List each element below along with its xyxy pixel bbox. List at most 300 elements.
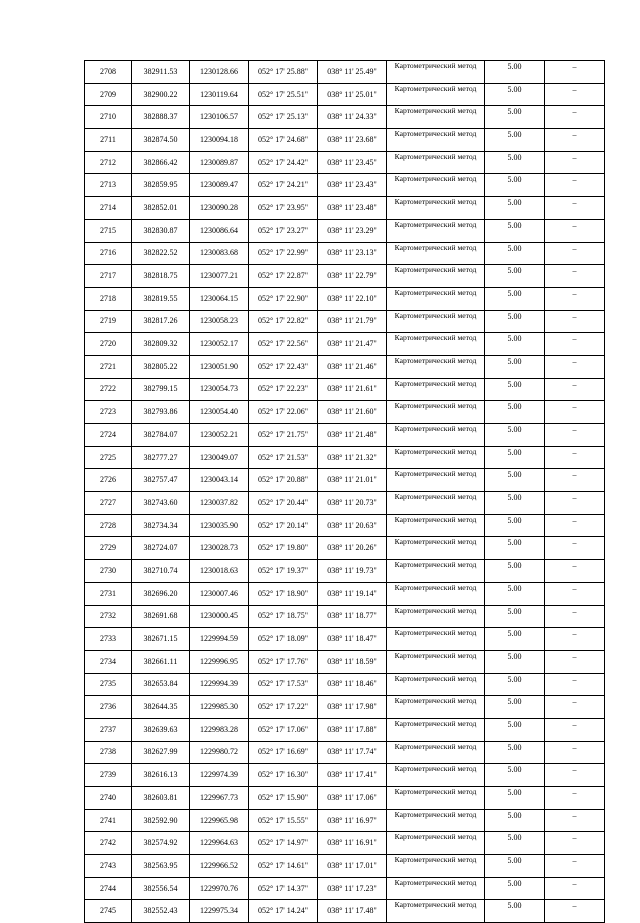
note-cell: – [545,628,605,651]
method-cell: Картометрический метод [387,219,485,242]
point-number-cell: 2732 [85,605,132,628]
method-cell: Картометрический метод [387,197,485,220]
table-row [85,605,605,628]
longitude-cell: 038° 11' 21.01" [318,469,387,492]
coord-x-cell: 382900.22 [132,83,190,106]
accuracy-cell: 5.00 [485,832,545,855]
longitude-cell: 038° 11' 22.10" [318,287,387,310]
coord-y-cell: 1230000.45 [190,605,249,628]
point-number-cell: 2709 [85,83,132,106]
latitude-cell: 052° 17' 18.09" [249,628,318,651]
coord-x-cell: 382817.26 [132,310,190,333]
point-number-cell: 2716 [85,242,132,265]
longitude-cell: 038° 11' 16.91" [318,832,387,855]
table-row [85,197,605,220]
table-row [85,696,605,719]
table-row [85,650,605,673]
note-cell: – [545,469,605,492]
point-number-cell: 2715 [85,219,132,242]
method-cell: Картометрический метод [387,514,485,537]
method-cell: Картометрический метод [387,877,485,900]
point-number-cell: 2708 [85,61,132,84]
table-row [85,809,605,832]
longitude-cell: 038° 11' 22.79" [318,265,387,288]
coord-y-cell: 1230018.63 [190,560,249,583]
method-cell: Картометрический метод [387,673,485,696]
latitude-cell: 052° 17' 24.68" [249,129,318,152]
latitude-cell: 052° 17' 15.90" [249,787,318,810]
note-cell: – [545,855,605,878]
method-cell: Картометрический метод [387,628,485,651]
accuracy-cell: 5.00 [485,514,545,537]
latitude-cell: 052° 17' 22.56" [249,333,318,356]
coord-y-cell: 1230077.21 [190,265,249,288]
table-row [85,832,605,855]
table-row [85,287,605,310]
longitude-cell: 038° 11' 20.63" [318,514,387,537]
point-number-cell: 2718 [85,287,132,310]
note-cell: – [545,764,605,787]
coord-x-cell: 382639.63 [132,718,190,741]
coord-x-cell: 382874.50 [132,129,190,152]
latitude-cell: 052° 17' 22.87" [249,265,318,288]
coord-x-cell: 382653.84 [132,673,190,696]
point-number-cell: 2717 [85,265,132,288]
coord-x-cell: 382603.81 [132,787,190,810]
coord-y-cell: 1229964.63 [190,832,249,855]
accuracy-cell: 5.00 [485,673,545,696]
coord-x-cell: 382859.95 [132,174,190,197]
note-cell: – [545,650,605,673]
accuracy-cell: 5.00 [485,605,545,628]
table-row [85,83,605,106]
coord-x-cell: 382911.53 [132,61,190,84]
table-row [85,469,605,492]
method-cell: Картометрический метод [387,287,485,310]
coord-y-cell: 1229974.39 [190,764,249,787]
note-cell: – [545,514,605,537]
coord-y-cell: 1229994.39 [190,673,249,696]
method-cell: Картометрический метод [387,560,485,583]
latitude-cell: 052° 17' 25.51" [249,83,318,106]
longitude-cell: 038° 11' 21.60" [318,401,387,424]
longitude-cell: 038° 11' 17.74" [318,741,387,764]
point-number-cell: 2712 [85,151,132,174]
latitude-cell: 052° 17' 25.13" [249,106,318,129]
method-cell: Картометрический метод [387,242,485,265]
point-number-cell: 2739 [85,764,132,787]
latitude-cell: 052° 17' 21.75" [249,424,318,447]
method-cell: Картометрический метод [387,446,485,469]
coord-y-cell: 1230083.68 [190,242,249,265]
latitude-cell: 052° 17' 17.76" [249,650,318,673]
point-number-cell: 2735 [85,673,132,696]
longitude-cell: 038° 11' 21.46" [318,355,387,378]
note-cell: – [545,310,605,333]
note-cell: – [545,61,605,84]
longitude-cell: 038° 11' 17.48" [318,900,387,923]
coord-y-cell: 1230054.73 [190,378,249,401]
point-number-cell: 2731 [85,582,132,605]
accuracy-cell: 5.00 [485,560,545,583]
method-cell: Картометрический метод [387,310,485,333]
coord-y-cell: 1230049.07 [190,446,249,469]
latitude-cell: 052° 17' 14.97" [249,832,318,855]
note-cell: – [545,424,605,447]
coord-y-cell: 1230043.14 [190,469,249,492]
accuracy-cell: 5.00 [485,61,545,84]
table-row [85,537,605,560]
longitude-cell: 038° 11' 21.48" [318,424,387,447]
method-cell: Картометрический метод [387,469,485,492]
note-cell: – [545,446,605,469]
latitude-cell: 052° 17' 21.53" [249,446,318,469]
note-cell: – [545,605,605,628]
coord-y-cell: 1230028.73 [190,537,249,560]
coord-y-cell: 1230086.64 [190,219,249,242]
note-cell: – [545,265,605,288]
point-number-cell: 2721 [85,355,132,378]
coord-y-cell: 1230094.18 [190,129,249,152]
longitude-cell: 038° 11' 17.41" [318,764,387,787]
longitude-cell: 038° 11' 21.79" [318,310,387,333]
longitude-cell: 038° 11' 18.59" [318,650,387,673]
latitude-cell: 052° 17' 20.14" [249,514,318,537]
method-cell: Картометрический метод [387,741,485,764]
longitude-cell: 038° 11' 19.73" [318,560,387,583]
accuracy-cell: 5.00 [485,106,545,129]
longitude-cell: 038° 11' 21.47" [318,333,387,356]
accuracy-cell: 5.00 [485,537,545,560]
table-row [85,900,605,923]
latitude-cell: 052° 17' 14.61" [249,855,318,878]
point-number-cell: 2740 [85,787,132,810]
accuracy-cell: 5.00 [485,446,545,469]
accuracy-cell: 5.00 [485,197,545,220]
longitude-cell: 038° 11' 23.43" [318,174,387,197]
longitude-cell: 038° 11' 23.13" [318,242,387,265]
note-cell: – [545,537,605,560]
coord-x-cell: 382784.07 [132,424,190,447]
point-number-cell: 2725 [85,446,132,469]
longitude-cell: 038° 11' 18.46" [318,673,387,696]
point-number-cell: 2713 [85,174,132,197]
latitude-cell: 052° 17' 15.55" [249,809,318,832]
accuracy-cell: 5.00 [485,310,545,333]
method-cell: Картометрический метод [387,718,485,741]
latitude-cell: 052° 17' 20.44" [249,492,318,515]
method-cell: Картометрический метод [387,333,485,356]
point-number-cell: 2711 [85,129,132,152]
note-cell: – [545,129,605,152]
table-row [85,492,605,515]
latitude-cell: 052° 17' 17.06" [249,718,318,741]
table-row [85,265,605,288]
table-row [85,355,605,378]
method-cell: Картометрический метод [387,696,485,719]
table-row [85,787,605,810]
method-cell: Картометрический метод [387,151,485,174]
note-cell: – [545,718,605,741]
longitude-cell: 038° 11' 23.68" [318,129,387,152]
table-row [85,310,605,333]
note-cell: – [545,197,605,220]
latitude-cell: 052° 17' 22.43" [249,355,318,378]
latitude-cell: 052° 17' 25.88" [249,61,318,84]
point-number-cell: 2730 [85,560,132,583]
method-cell: Картометрический метод [387,650,485,673]
point-number-cell: 2726 [85,469,132,492]
coord-x-cell: 382830.87 [132,219,190,242]
note-cell: – [545,673,605,696]
point-number-cell: 2719 [85,310,132,333]
accuracy-cell: 5.00 [485,424,545,447]
accuracy-cell: 5.00 [485,219,545,242]
coord-y-cell: 1230089.87 [190,151,249,174]
longitude-cell: 038° 11' 20.73" [318,492,387,515]
coord-y-cell: 1230007.46 [190,582,249,605]
note-cell: – [545,741,605,764]
coord-x-cell: 382743.60 [132,492,190,515]
method-cell: Картометрический метод [387,355,485,378]
note-cell: – [545,355,605,378]
coord-y-cell: 1230037.82 [190,492,249,515]
coord-y-cell: 1230052.21 [190,424,249,447]
table-row [85,877,605,900]
coord-x-cell: 382805.22 [132,355,190,378]
coord-x-cell: 382644.35 [132,696,190,719]
longitude-cell: 038° 11' 16.97" [318,809,387,832]
note-cell: – [545,219,605,242]
coord-x-cell: 382793.86 [132,401,190,424]
coord-y-cell: 1229966.52 [190,855,249,878]
coord-x-cell: 382724.07 [132,537,190,560]
latitude-cell: 052° 17' 19.37" [249,560,318,583]
table-row [85,855,605,878]
point-number-cell: 2710 [85,106,132,129]
accuracy-cell: 5.00 [485,741,545,764]
coord-x-cell: 382822.52 [132,242,190,265]
table-row [85,401,605,424]
method-cell: Картометрический метод [387,764,485,787]
latitude-cell: 052° 17' 22.23" [249,378,318,401]
longitude-cell: 038° 11' 17.01" [318,855,387,878]
note-cell: – [545,787,605,810]
coord-y-cell: 1230051.90 [190,355,249,378]
point-number-cell: 2722 [85,378,132,401]
accuracy-cell: 5.00 [485,129,545,152]
coord-y-cell: 1230035.90 [190,514,249,537]
coord-y-cell: 1230052.17 [190,333,249,356]
longitude-cell: 038° 11' 25.01" [318,83,387,106]
method-cell: Картометрический метод [387,900,485,923]
point-number-cell: 2736 [85,696,132,719]
note-cell: – [545,809,605,832]
point-number-cell: 2723 [85,401,132,424]
accuracy-cell: 5.00 [485,900,545,923]
accuracy-cell: 5.00 [485,174,545,197]
table-row [85,106,605,129]
coord-x-cell: 382757.47 [132,469,190,492]
latitude-cell: 052° 17' 14.37" [249,877,318,900]
coord-x-cell: 382627.99 [132,741,190,764]
coord-y-cell: 1229965.98 [190,809,249,832]
latitude-cell: 052° 17' 19.80" [249,537,318,560]
coord-y-cell: 1229970.76 [190,877,249,900]
accuracy-cell: 5.00 [485,877,545,900]
accuracy-cell: 5.00 [485,333,545,356]
coordinates-table [84,60,605,923]
coord-y-cell: 1229975.34 [190,900,249,923]
method-cell: Картометрический метод [387,378,485,401]
point-number-cell: 2729 [85,537,132,560]
accuracy-cell: 5.00 [485,242,545,265]
longitude-cell: 038° 11' 18.47" [318,628,387,651]
accuracy-cell: 5.00 [485,83,545,106]
coord-y-cell: 1230128.66 [190,61,249,84]
coord-y-cell: 1230089.47 [190,174,249,197]
note-cell: – [545,174,605,197]
longitude-cell: 038° 11' 23.29" [318,219,387,242]
note-cell: – [545,877,605,900]
point-number-cell: 2728 [85,514,132,537]
table-row [85,242,605,265]
table-row [85,582,605,605]
latitude-cell: 052° 17' 23.27" [249,219,318,242]
accuracy-cell: 5.00 [485,378,545,401]
coord-y-cell: 1229985.30 [190,696,249,719]
latitude-cell: 052° 17' 16.69" [249,741,318,764]
latitude-cell: 052° 17' 18.75" [249,605,318,628]
method-cell: Картометрический метод [387,174,485,197]
accuracy-cell: 5.00 [485,718,545,741]
coord-y-cell: 1230058.23 [190,310,249,333]
latitude-cell: 052° 17' 20.88" [249,469,318,492]
table-row [85,219,605,242]
note-cell: – [545,900,605,923]
coord-x-cell: 382809.32 [132,333,190,356]
method-cell: Картометрический метод [387,492,485,515]
table-row [85,446,605,469]
accuracy-cell: 5.00 [485,469,545,492]
table-row [85,174,605,197]
longitude-cell: 038° 11' 17.06" [318,787,387,810]
coord-y-cell: 1230064.15 [190,287,249,310]
note-cell: – [545,560,605,583]
longitude-cell: 038° 11' 17.23" [318,877,387,900]
point-number-cell: 2733 [85,628,132,651]
coord-x-cell: 382616.13 [132,764,190,787]
method-cell: Картометрический метод [387,582,485,605]
latitude-cell: 052° 17' 22.99" [249,242,318,265]
accuracy-cell: 5.00 [485,764,545,787]
point-number-cell: 2741 [85,809,132,832]
latitude-cell: 052° 17' 24.21" [249,174,318,197]
coord-x-cell: 382819.55 [132,287,190,310]
coord-y-cell: 1230090.28 [190,197,249,220]
longitude-cell: 038° 11' 20.26" [318,537,387,560]
table-row [85,514,605,537]
table-row [85,333,605,356]
accuracy-cell: 5.00 [485,582,545,605]
method-cell: Картометрический метод [387,832,485,855]
accuracy-cell: 5.00 [485,696,545,719]
method-cell: Картометрический метод [387,424,485,447]
note-cell: – [545,242,605,265]
method-cell: Картометрический метод [387,537,485,560]
point-number-cell: 2727 [85,492,132,515]
note-cell: – [545,287,605,310]
accuracy-cell: 5.00 [485,151,545,174]
note-cell: – [545,378,605,401]
table-row [85,560,605,583]
coord-y-cell: 1230106.57 [190,106,249,129]
coord-x-cell: 382866.42 [132,151,190,174]
method-cell: Картометрический метод [387,401,485,424]
longitude-cell: 038° 11' 24.33" [318,106,387,129]
note-cell: – [545,696,605,719]
method-cell: Картометрический метод [387,265,485,288]
method-cell: Картометрический метод [387,83,485,106]
longitude-cell: 038° 11' 18.77" [318,605,387,628]
coord-x-cell: 382671.15 [132,628,190,651]
coord-y-cell: 1230054.40 [190,401,249,424]
longitude-cell: 038° 11' 25.49" [318,61,387,84]
coord-x-cell: 382661.11 [132,650,190,673]
coord-y-cell: 1229996.95 [190,650,249,673]
coord-x-cell: 382734.34 [132,514,190,537]
point-number-cell: 2742 [85,832,132,855]
table-row [85,673,605,696]
method-cell: Картометрический метод [387,787,485,810]
latitude-cell: 052° 17' 17.53" [249,673,318,696]
longitude-cell: 038° 11' 19.14" [318,582,387,605]
longitude-cell: 038° 11' 23.48" [318,197,387,220]
coord-y-cell: 1229967.73 [190,787,249,810]
coord-y-cell: 1229983.28 [190,718,249,741]
coord-y-cell: 1229994.59 [190,628,249,651]
latitude-cell: 052° 17' 16.30" [249,764,318,787]
latitude-cell: 052° 17' 23.95" [249,197,318,220]
latitude-cell: 052° 17' 22.82" [249,310,318,333]
method-cell: Картометрический метод [387,809,485,832]
latitude-cell: 052° 17' 22.06" [249,401,318,424]
table-row [85,61,605,84]
latitude-cell: 052° 17' 14.24" [249,900,318,923]
longitude-cell: 038° 11' 17.98" [318,696,387,719]
point-number-cell: 2737 [85,718,132,741]
accuracy-cell: 5.00 [485,492,545,515]
table-row [85,718,605,741]
point-number-cell: 2720 [85,333,132,356]
coord-x-cell: 382888.37 [132,106,190,129]
coord-x-cell: 382574.92 [132,832,190,855]
coord-x-cell: 382556.54 [132,877,190,900]
method-cell: Картометрический метод [387,605,485,628]
table-row [85,378,605,401]
note-cell: – [545,492,605,515]
point-number-cell: 2738 [85,741,132,764]
coord-x-cell: 382552.43 [132,900,190,923]
accuracy-cell: 5.00 [485,355,545,378]
longitude-cell: 038° 11' 17.88" [318,718,387,741]
point-number-cell: 2744 [85,877,132,900]
longitude-cell: 038° 11' 23.45" [318,151,387,174]
latitude-cell: 052° 17' 22.90" [249,287,318,310]
table-row [85,151,605,174]
coord-x-cell: 382777.27 [132,446,190,469]
note-cell: – [545,333,605,356]
